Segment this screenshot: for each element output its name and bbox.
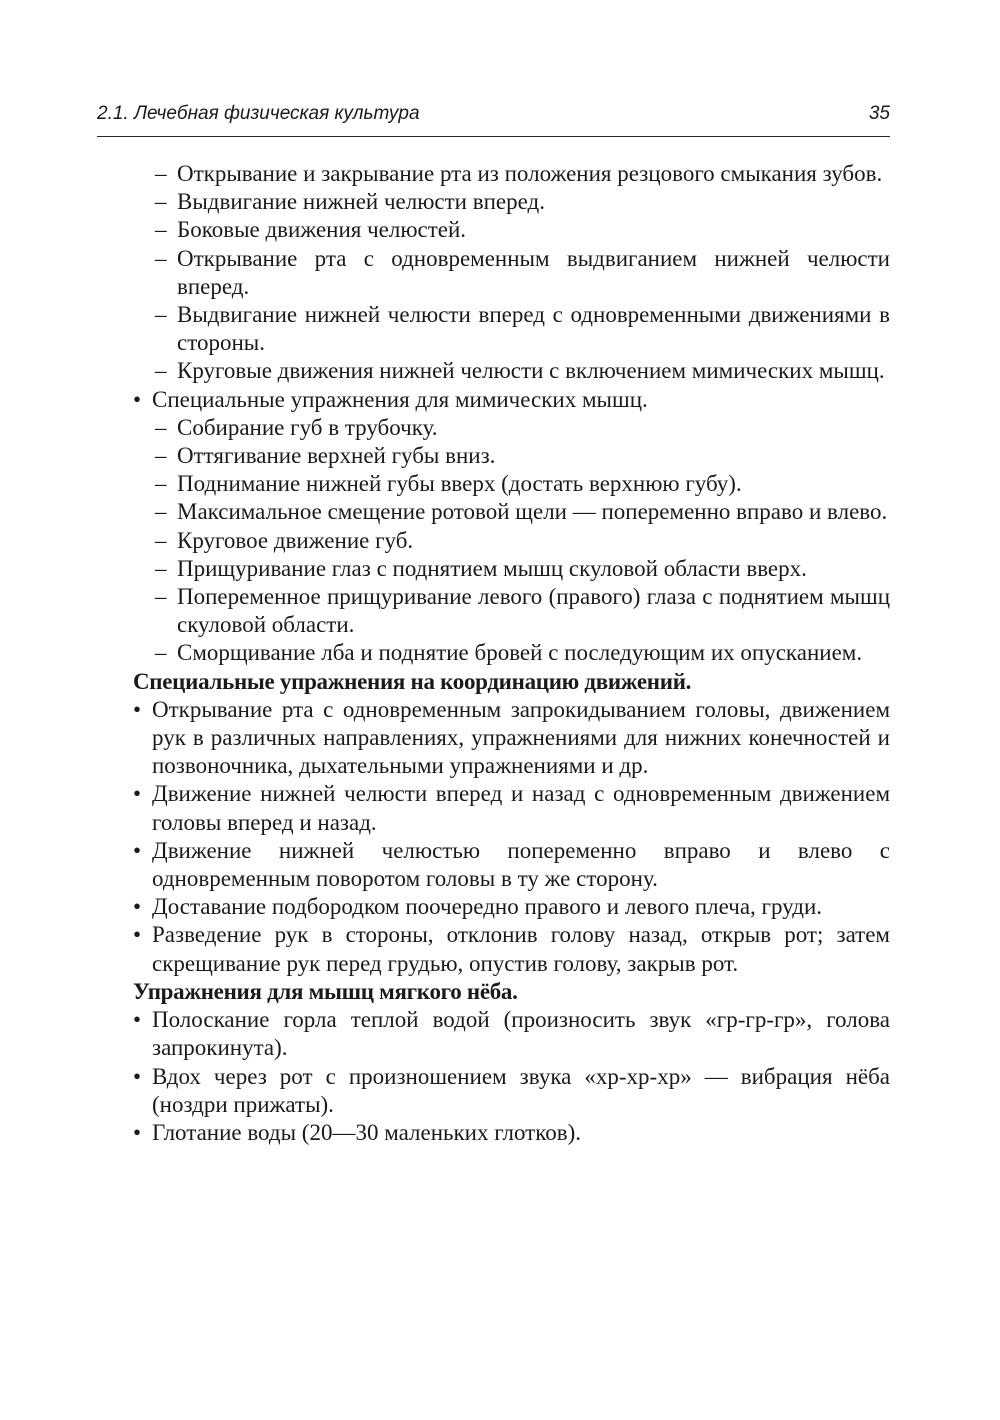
bullet-marker: • — [133, 1007, 142, 1033]
list-item-text: Специальные упражнения для мимических мышц. — [152, 386, 648, 412]
list-item-text: Выдвигание нижней челюсти вперед. — [177, 189, 545, 215]
dash-marker: – — [155, 358, 167, 384]
list-item-text: Оттягивание верхней губы вниз. — [177, 443, 496, 469]
dash-list-item — [0, 245, 890, 301]
dash-marker: – — [155, 527, 167, 553]
dash-marker: – — [155, 189, 167, 215]
running-header — [97, 100, 890, 128]
page-number: 35 — [868, 103, 890, 124]
dash-marker: – — [155, 245, 167, 271]
list-item-text: Прищуривание глаз с поднятием мышц скуловой области вверх. — [177, 555, 807, 581]
dash-marker: – — [155, 584, 167, 610]
section-heading: Упражнения для мышц мягкого нёба. — [133, 978, 518, 1004]
dash-list-item — [0, 442, 890, 470]
header-rule — [97, 136, 890, 137]
dash-list-item — [0, 160, 890, 188]
dash-marker: – — [155, 640, 167, 666]
list-item-text: Открывание рта с одновременным запрокидыванием головы, движением рук в различных направлениях, упражнениями для нижних конечностей и позвоночника, дыхательными упражнениями и др. — [152, 696, 890, 779]
bullet-list-item — [0, 837, 890, 893]
bullet-list-item — [0, 780, 890, 836]
bullet-marker: • — [133, 922, 142, 948]
list-item-text: Максимальное смещение ротовой щели — попеременно вправо и влево. — [177, 499, 888, 525]
dash-marker: – — [155, 443, 167, 469]
list-item-text: Собирание губ в трубочку. — [177, 414, 438, 440]
list-item-text: Открывание рта с одновременным выдвиганием нижней челюсти вперед. — [177, 245, 890, 299]
dash-list-item — [0, 555, 890, 583]
list-item-text: Полоскание горла теплой водой (произносить звук «гр-гр-гр», голова запрокинута). — [152, 1007, 890, 1061]
bullet-list-item — [0, 386, 890, 414]
list-item-text: Открывание и закрывание рта из положения резцового смыкания зубов. — [177, 161, 883, 186]
bullet-list-item — [0, 696, 890, 781]
list-item-text: Глотание воды (20—30 маленьких глотков). — [152, 1119, 582, 1145]
bullet-marker: • — [133, 894, 142, 920]
section-heading: Специальные упражнения на координацию движений. — [133, 668, 692, 694]
list-item-text: Доставание подбородком поочередно правого и левого плеча, груди. — [152, 894, 822, 920]
dash-list-item — [0, 583, 890, 639]
bullet-list-item — [0, 1006, 890, 1062]
dash-list-item — [0, 188, 890, 216]
bullet-marker: • — [133, 1063, 142, 1089]
dash-marker: – — [155, 499, 167, 525]
section-title: 2.1. Лечебная физическая культура — [97, 103, 420, 124]
dash-list-item — [0, 639, 890, 667]
bullet-marker: • — [133, 386, 142, 412]
list-item-text: Поднимание нижней губы вверх (достать верхнюю губу). — [177, 471, 742, 497]
list-item-text: Вдох через рот с произношением звука «хр-хр-хр» — вибрация нёба (ноздри прижаты). — [152, 1063, 890, 1117]
bullet-marker: • — [133, 1119, 142, 1145]
bullet-marker: • — [133, 837, 142, 863]
dash-marker: – — [155, 555, 167, 581]
dash-marker: – — [155, 471, 167, 497]
dash-marker: – — [155, 414, 167, 440]
list-item-text: Круговое движение губ. — [177, 527, 414, 553]
page-body — [0, 160, 1000, 1147]
bullet-list-item — [0, 1063, 890, 1119]
list-item-text: Круговые движения нижней челюсти с включением мимических мышц. — [177, 358, 885, 384]
list-item-text: Движение нижней челюстью попеременно вправо и влево с одновременным поворотом головы в ту же сторону. — [152, 837, 890, 892]
dash-list-item — [0, 527, 890, 555]
bullet-list-item — [0, 921, 890, 977]
dash-list-item — [0, 357, 890, 385]
dash-list-item — [0, 498, 890, 526]
dash-list-item — [0, 470, 890, 498]
list-item-text: Движение нижней челюсти вперед и назад с одновременным движением головы вперед и назад. — [152, 781, 890, 835]
dash-list-item — [0, 216, 890, 244]
list-item-text: Выдвигание нижней челюсти вперед с одновременными движениями в стороны. — [177, 302, 890, 356]
dash-list-item — [0, 414, 890, 442]
dash-marker: – — [155, 161, 167, 186]
list-item-text: Попеременное прищуривание левого (правого) глаза с поднятием мышц скуловой области. — [177, 584, 890, 638]
bullet-marker: • — [133, 781, 142, 807]
bullet-list-item — [0, 893, 890, 921]
list-item-text: Боковые движения челюстей. — [177, 217, 467, 243]
list-item-text: Сморщивание лба и поднятие бровей с последующим их опусканием. — [177, 640, 863, 666]
dash-marker: – — [155, 302, 167, 328]
bullet-marker: • — [133, 696, 142, 722]
dash-marker: – — [155, 217, 167, 243]
list-item-text: Разведение рук в стороны, отклонив голову назад, открыв рот; затем скрещивание рук перед грудью, опустив голову, закрыв рот. — [152, 922, 890, 976]
bullet-list-item — [0, 1119, 890, 1147]
dash-list-item — [0, 301, 890, 357]
